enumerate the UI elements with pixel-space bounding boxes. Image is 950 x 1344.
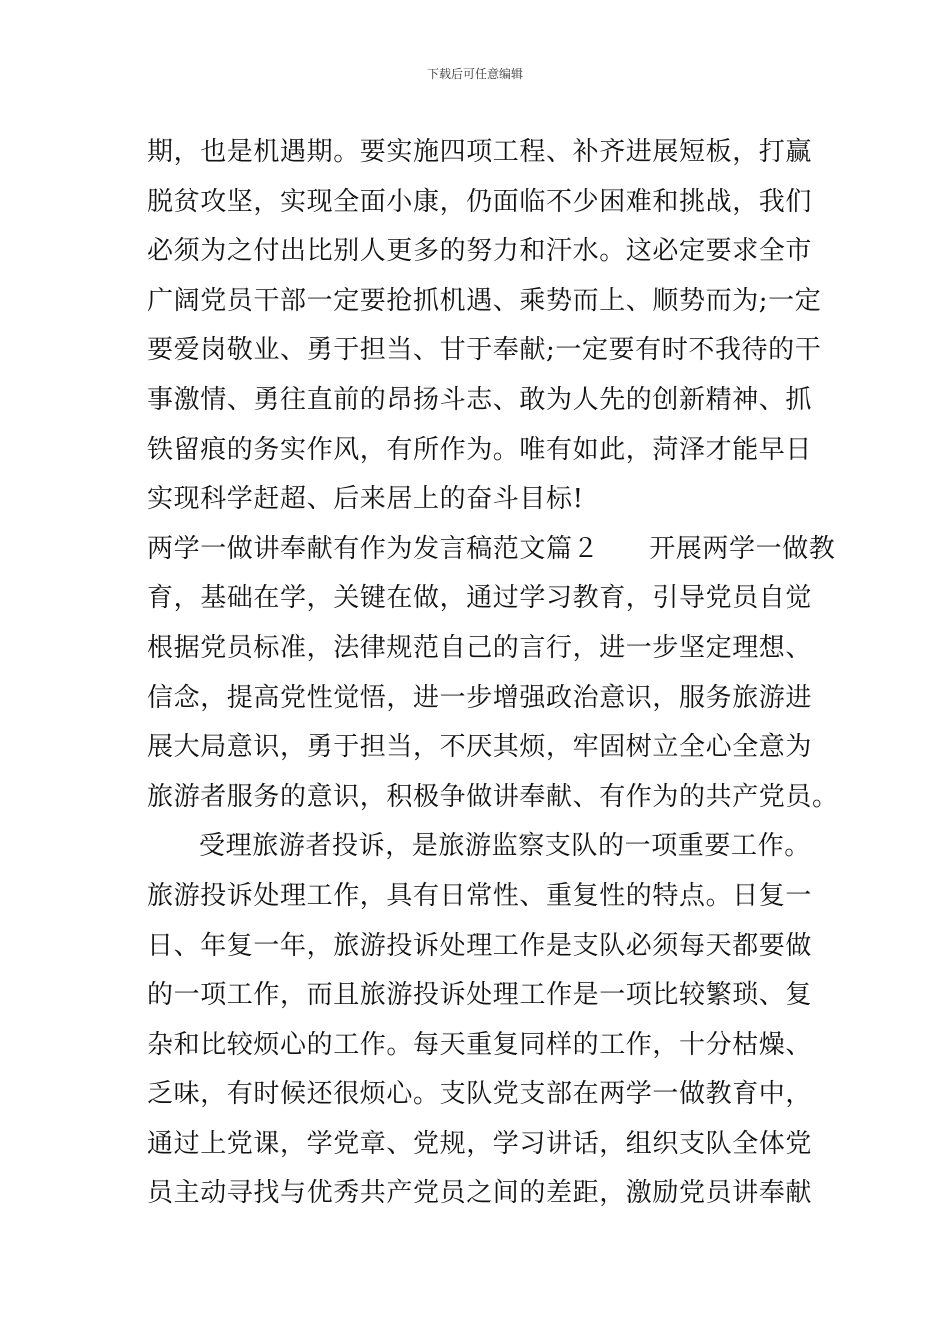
text-line: 日、年复一年，旅游投诉处理工作是支队必须每天都要做 (147, 930, 813, 961)
text-line: 根据党员标准，法律规范自己的言行，进一步坚定理想、 (147, 632, 813, 663)
paragraph-first-line: 受理旅游者投诉，是旅游监察支队的一项重要工作。 (199, 831, 811, 862)
text-line: 杂和比较烦心的工作。每天重复同样的工作，十分枯燥、 (147, 1029, 813, 1060)
section-first-text: 开展两学一做教 (649, 533, 836, 564)
section-title-line (147, 525, 836, 575)
text-line: 信念，提高党性觉悟，进一步增强政治意识，服务旅游进 (147, 682, 813, 713)
text-line: 广阔党员干部一定要抢抓机遇、乘势而上、顺势而为;一定 (147, 285, 822, 316)
text-line: 必须为之付出比别人更多的努力和汗水。这必定要求全市 (147, 236, 813, 267)
text-line: 通过上党课，学党章、党规，学习讲话，组织支队全体党 (147, 1128, 813, 1159)
text-line: 展大局意识，勇于担当，不厌其烦，牢固树立全心全意为 (147, 732, 813, 763)
text-line: 实现科学赶超、后来居上的奋斗目标! (147, 484, 584, 515)
text-line: 铁留痕的务实作风，有所作为。唯有如此，菏泽才能早日 (147, 434, 813, 465)
text-line: 的一项工作，而且旅游投诉处理工作是一项比较繁琐、复 (147, 980, 813, 1011)
text-line: 旅游者服务的意识，积极争做讲奉献、有作为的共产党员。 (147, 781, 839, 812)
text-line: 员主动寻找与优秀共产党员之间的差距，激励党员讲奉献 (147, 1178, 813, 1209)
text-line: 育，基础在学，关键在做，通过学习教育，引导党员自觉 (147, 583, 813, 614)
text-line: 旅游投诉处理工作，具有日常性、重复性的特点。日复一 (147, 880, 813, 911)
text-line: 脱贫攻坚，实现全面小康，仍面临不少困难和挑战，我们 (147, 186, 813, 217)
text-line: 事激情、勇往直前的昂扬斗志、敢为人先的创新精神、抓 (147, 384, 813, 415)
text-line: 要爱岗敬业、勇于担当、甘于奉献;一定要有时不我待的干 (147, 335, 822, 366)
text-line: 乏味，有时候还很烦心。支队党支部在两学一做教育中， (147, 1079, 813, 1110)
page-header: 下载后可任意编辑 (426, 67, 523, 81)
text-line: 期，也是机遇期。要实施四项工程、补齐进展短板，打赢 (147, 137, 813, 167)
document-body (147, 128, 839, 1219)
section-title: 两学一做讲奉献有作为发言稿范文篇２ (147, 533, 600, 564)
